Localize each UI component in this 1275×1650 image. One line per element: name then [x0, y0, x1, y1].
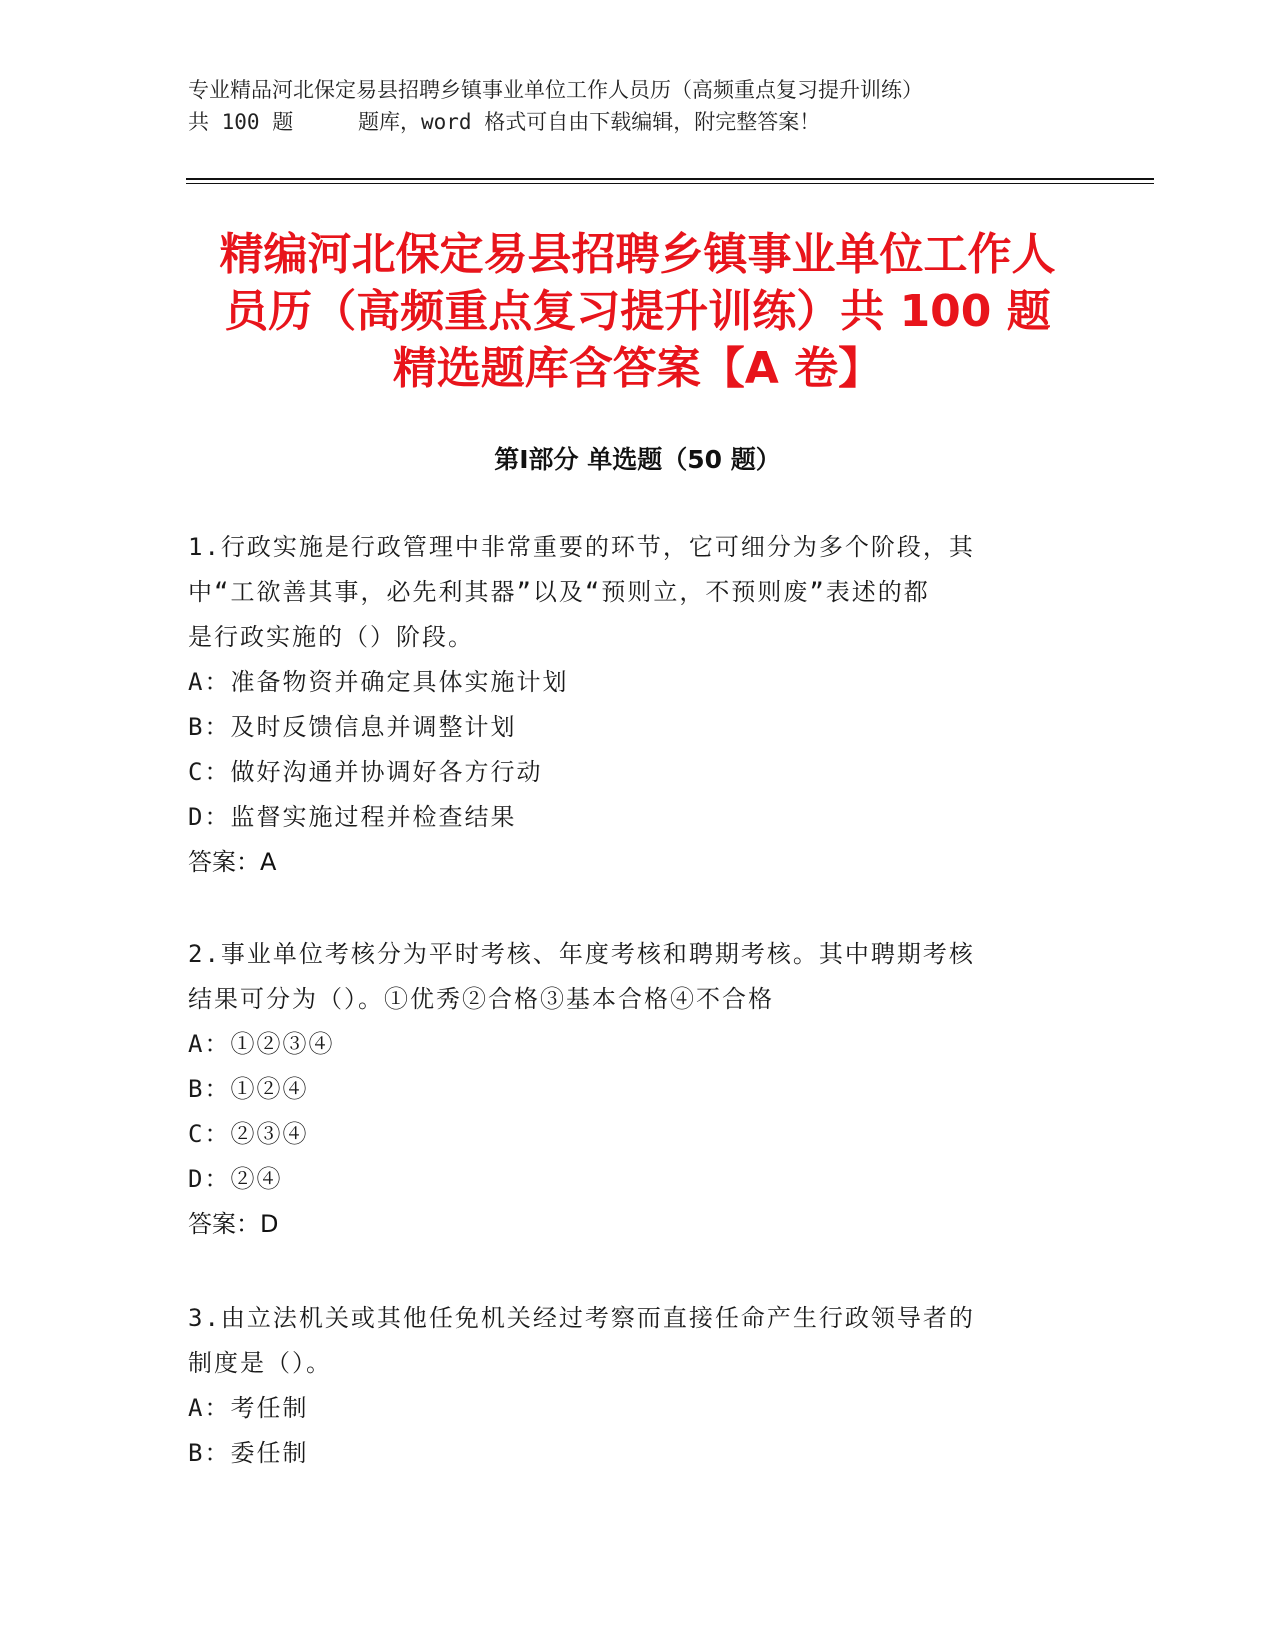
header-line-1: 专业精品河北保定易县招聘乡镇事业单位工作人员历（高频重点复习提升训练） — [188, 78, 923, 102]
question-3 — [188, 1296, 1068, 1476]
option-a: A：准备物资并确定具体实施计划 — [188, 668, 569, 696]
question-stem-line: 制度是（）。 — [188, 1349, 332, 1377]
question-stem-line: 1.行政实施是行政管理中非常重要的环节，它可细分为多个阶段，其 — [188, 533, 975, 561]
title-line-3: 精选题库含答案【A 卷】 — [392, 343, 883, 394]
option-d: D：②④ — [188, 1165, 283, 1193]
option-b: B：委任制 — [188, 1439, 309, 1467]
section-heading: 第Ⅰ部分 单选题（50 题） — [494, 445, 781, 474]
question-stem-line: 结果可分为（）。①优秀②合格③基本合格④不合格 — [188, 985, 774, 1013]
header-rule-thick — [186, 178, 1154, 180]
question-stem-line: 3.由立法机关或其他任免机关经过考察而直接任命产生行政领导者的 — [188, 1304, 975, 1332]
title-line-1: 精编河北保定易县招聘乡镇事业单位工作人 — [219, 229, 1056, 280]
title-line-2: 员历（高频重点复习提升训练）共 100 题 — [224, 286, 1051, 337]
document-title — [170, 226, 1105, 397]
question-stem-line: 2.事业单位考核分为平时考核、年度考核和聘期考核。其中聘期考核 — [188, 940, 975, 968]
question-1 — [188, 525, 1068, 885]
answer: 答案：A — [188, 848, 277, 876]
header-line-2 — [188, 106, 1068, 138]
option-c: C：做好沟通并协调好各方行动 — [188, 758, 543, 786]
question-stem-line: 中“工欲善其事，必先利其器”以及“预则立，不预则废”表述的都 — [188, 578, 930, 606]
header-description: 题库，word 格式可自由下载编辑，附完整答案！ — [358, 110, 821, 134]
page-header — [188, 74, 1068, 138]
option-b: B：及时反馈信息并调整计划 — [188, 713, 517, 741]
question-2 — [188, 932, 1068, 1247]
question-stem-line: 是行政实施的（）阶段。 — [188, 623, 474, 651]
option-d: D：监督实施过程并检查结果 — [188, 803, 517, 831]
option-a: A：①②③④ — [188, 1030, 335, 1058]
option-a: A：考任制 — [188, 1394, 309, 1422]
option-c: C：②③④ — [188, 1120, 309, 1148]
answer: 答案：D — [188, 1210, 279, 1238]
header-question-count: 共 100 题 — [188, 110, 294, 134]
option-b: B：①②④ — [188, 1075, 309, 1103]
header-rule-thin — [186, 183, 1154, 184]
